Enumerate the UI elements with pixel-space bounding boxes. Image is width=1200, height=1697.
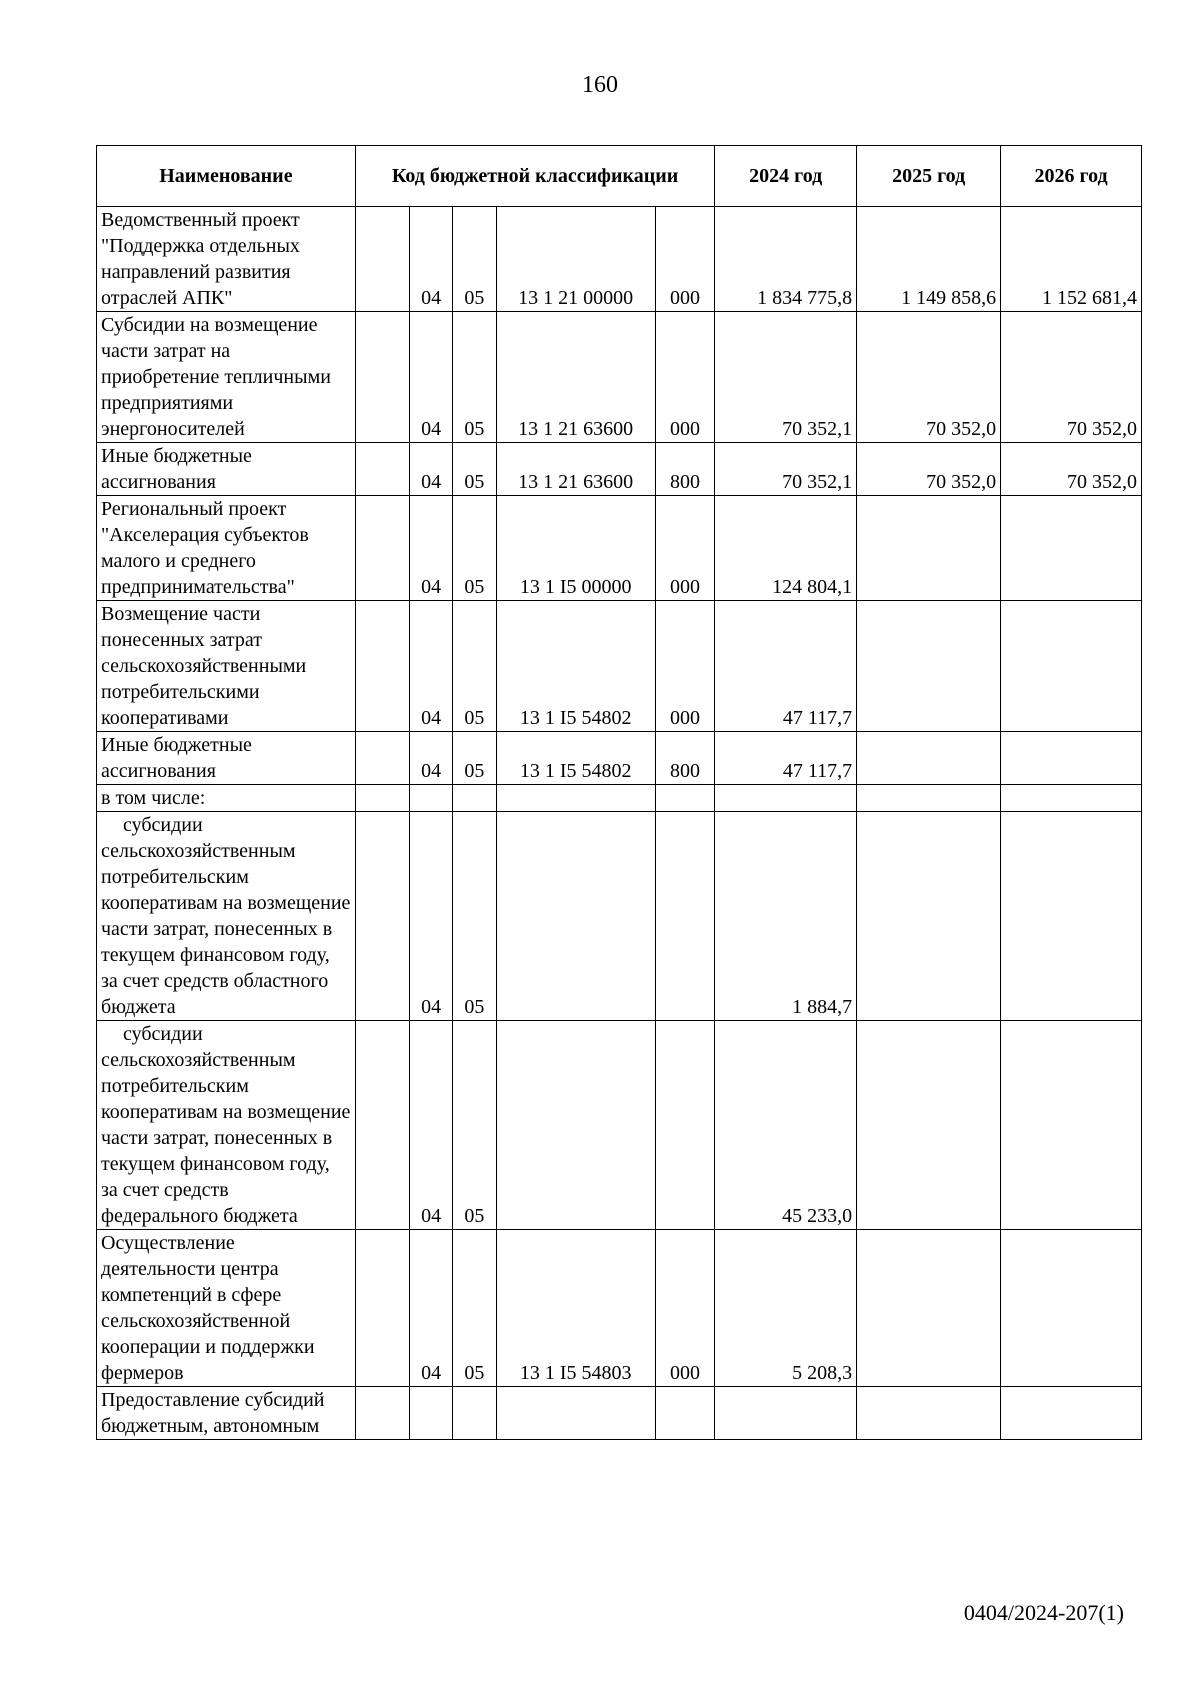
row-value-2025 <box>857 732 1001 785</box>
row-code-expense-type: 800 <box>655 443 715 496</box>
table-row <box>97 496 1142 601</box>
row-code-target: 13 1 I5 54802 <box>496 732 655 785</box>
row-code-expense-type: 000 <box>655 312 715 443</box>
row-code-target: 13 1 21 00000 <box>496 207 655 312</box>
row-code-subsection <box>453 785 496 812</box>
row-code-subsection: 05 <box>453 312 496 443</box>
row-value-2025 <box>857 496 1001 601</box>
row-code-section: 04 <box>409 496 452 601</box>
row-code-target: 13 1 I5 00000 <box>496 496 655 601</box>
page-number: 160 <box>582 72 618 98</box>
header-2024: 2024 год <box>715 146 857 207</box>
row-value-2024: 1 834 775,8 <box>715 207 857 312</box>
row-code-section: 04 <box>409 1021 452 1230</box>
budget-table <box>96 145 1142 1440</box>
row-code-expense-type: 000 <box>655 207 715 312</box>
row-code-subsection: 05 <box>453 1021 496 1230</box>
row-value-2024 <box>715 1387 857 1440</box>
row-value-2026 <box>1001 1387 1142 1440</box>
row-code-blank <box>355 785 409 812</box>
row-code-expense-type: 000 <box>655 1230 715 1387</box>
row-code-target: 13 1 I5 54803 <box>496 1230 655 1387</box>
table-row <box>97 207 1142 312</box>
row-code-section: 04 <box>409 812 452 1021</box>
row-code-blank <box>355 312 409 443</box>
row-code-target <box>496 1021 655 1230</box>
table-row <box>97 732 1142 785</box>
row-value-2025 <box>857 1387 1001 1440</box>
row-code-subsection: 05 <box>453 496 496 601</box>
table-row <box>97 1230 1142 1387</box>
row-value-2025 <box>857 785 1001 812</box>
row-value-2026 <box>1001 732 1142 785</box>
row-name: Ведомственный проект "Поддержка отдельных направлений развития отраслей АПК" <box>97 207 356 312</box>
row-value-2024: 1 884,7 <box>715 812 857 1021</box>
row-code-subsection: 05 <box>453 732 496 785</box>
row-code-subsection: 05 <box>453 812 496 1021</box>
row-value-2025: 1 149 858,6 <box>857 207 1001 312</box>
row-code-blank <box>355 601 409 732</box>
row-value-2026 <box>1001 601 1142 732</box>
header-2026: 2026 год <box>1001 146 1142 207</box>
row-code-expense-type <box>655 812 715 1021</box>
row-value-2024: 47 117,7 <box>715 732 857 785</box>
row-value-2026: 70 352,0 <box>1001 443 1142 496</box>
row-value-2026 <box>1001 812 1142 1021</box>
table-row <box>97 312 1142 443</box>
row-code-section: 04 <box>409 732 452 785</box>
row-value-2026: 1 152 681,4 <box>1001 207 1142 312</box>
row-name: Региональный проект "Акселерация субъектов малого и среднего предпринимательства" <box>97 496 356 601</box>
row-code-expense-type <box>655 1021 715 1230</box>
row-code-subsection: 05 <box>453 207 496 312</box>
row-code-expense-type: 000 <box>655 496 715 601</box>
row-value-2024: 5 208,3 <box>715 1230 857 1387</box>
row-value-2024: 124 804,1 <box>715 496 857 601</box>
table-row <box>97 601 1142 732</box>
row-code-expense-type: 800 <box>655 732 715 785</box>
row-value-2026: 70 352,0 <box>1001 312 1142 443</box>
row-code-target <box>496 1387 655 1440</box>
row-name: Предоставление субсидий бюджетным, автономным <box>97 1387 356 1440</box>
row-code-blank <box>355 496 409 601</box>
row-name: субсидии сельскохозяйственным потребительским кооперативам на возмещение части затрат, понесенных в текущем финансовом году, за счет средств федерального бюджета <box>97 1021 356 1230</box>
table-body <box>97 207 1142 1440</box>
row-value-2025: 70 352,0 <box>857 312 1001 443</box>
row-name: Иные бюджетные ассигнования <box>97 732 356 785</box>
row-code-expense-type <box>655 785 715 812</box>
row-code-target <box>496 812 655 1021</box>
row-value-2025: 70 352,0 <box>857 443 1001 496</box>
row-value-2026 <box>1001 496 1142 601</box>
row-code-blank <box>355 443 409 496</box>
row-code-blank <box>355 1021 409 1230</box>
row-code-subsection: 05 <box>453 443 496 496</box>
row-code-section: 04 <box>409 312 452 443</box>
row-value-2024: 70 352,1 <box>715 312 857 443</box>
row-value-2025 <box>857 1230 1001 1387</box>
header-2025: 2025 год <box>857 146 1001 207</box>
row-value-2026 <box>1001 785 1142 812</box>
row-value-2024: 47 117,7 <box>715 601 857 732</box>
row-code-subsection <box>453 1387 496 1440</box>
document-number: 0404/2024-207(1) <box>963 1600 1124 1625</box>
row-name: Субсидии на возмещение части затрат на приобретение тепличными предприятиями энергоносителей <box>97 312 356 443</box>
header-code: Код бюджетной классификации <box>355 146 714 207</box>
table-header-row <box>97 146 1142 207</box>
row-code-subsection: 05 <box>453 1230 496 1387</box>
row-code-expense-type: 000 <box>655 601 715 732</box>
row-code-section <box>409 1387 452 1440</box>
row-code-section: 04 <box>409 443 452 496</box>
row-code-target: 13 1 21 63600 <box>496 443 655 496</box>
row-value-2024: 70 352,1 <box>715 443 857 496</box>
row-value-2026 <box>1001 1230 1142 1387</box>
row-code-target: 13 1 21 63600 <box>496 312 655 443</box>
row-value-2024 <box>715 785 857 812</box>
row-code-section: 04 <box>409 207 452 312</box>
row-code-blank <box>355 1230 409 1387</box>
row-code-blank <box>355 812 409 1021</box>
row-name: Осуществление деятельности центра компетенций в сфере сельскохозяйственной кооперации и поддержки фермеров <box>97 1230 356 1387</box>
row-name: в том числе: <box>97 785 356 812</box>
row-value-2024: 45 233,0 <box>715 1021 857 1230</box>
table-row <box>97 1021 1142 1230</box>
row-code-subsection: 05 <box>453 601 496 732</box>
table-row <box>97 1387 1142 1440</box>
row-code-blank <box>355 1387 409 1440</box>
row-code-expense-type <box>655 1387 715 1440</box>
table-row <box>97 812 1142 1021</box>
header-name: Наименование <box>97 146 356 207</box>
row-code-blank <box>355 732 409 785</box>
row-value-2025 <box>857 601 1001 732</box>
row-name: субсидии сельскохозяйственным потребительским кооперативам на возмещение части затрат, понесенных в текущем финансовом году, за счет средств областного бюджета <box>97 812 356 1021</box>
row-code-section <box>409 785 452 812</box>
row-name: Возмещение части понесенных затрат сельскохозяйственными потребительскими кооперативами <box>97 601 356 732</box>
row-code-blank <box>355 207 409 312</box>
row-code-target <box>496 785 655 812</box>
row-code-target: 13 1 I5 54802 <box>496 601 655 732</box>
row-value-2025 <box>857 812 1001 1021</box>
row-value-2026 <box>1001 1021 1142 1230</box>
row-code-section: 04 <box>409 601 452 732</box>
table-row <box>97 443 1142 496</box>
row-name: Иные бюджетные ассигнования <box>97 443 356 496</box>
row-code-section: 04 <box>409 1230 452 1387</box>
row-value-2025 <box>857 1021 1001 1230</box>
table-row <box>97 785 1142 812</box>
